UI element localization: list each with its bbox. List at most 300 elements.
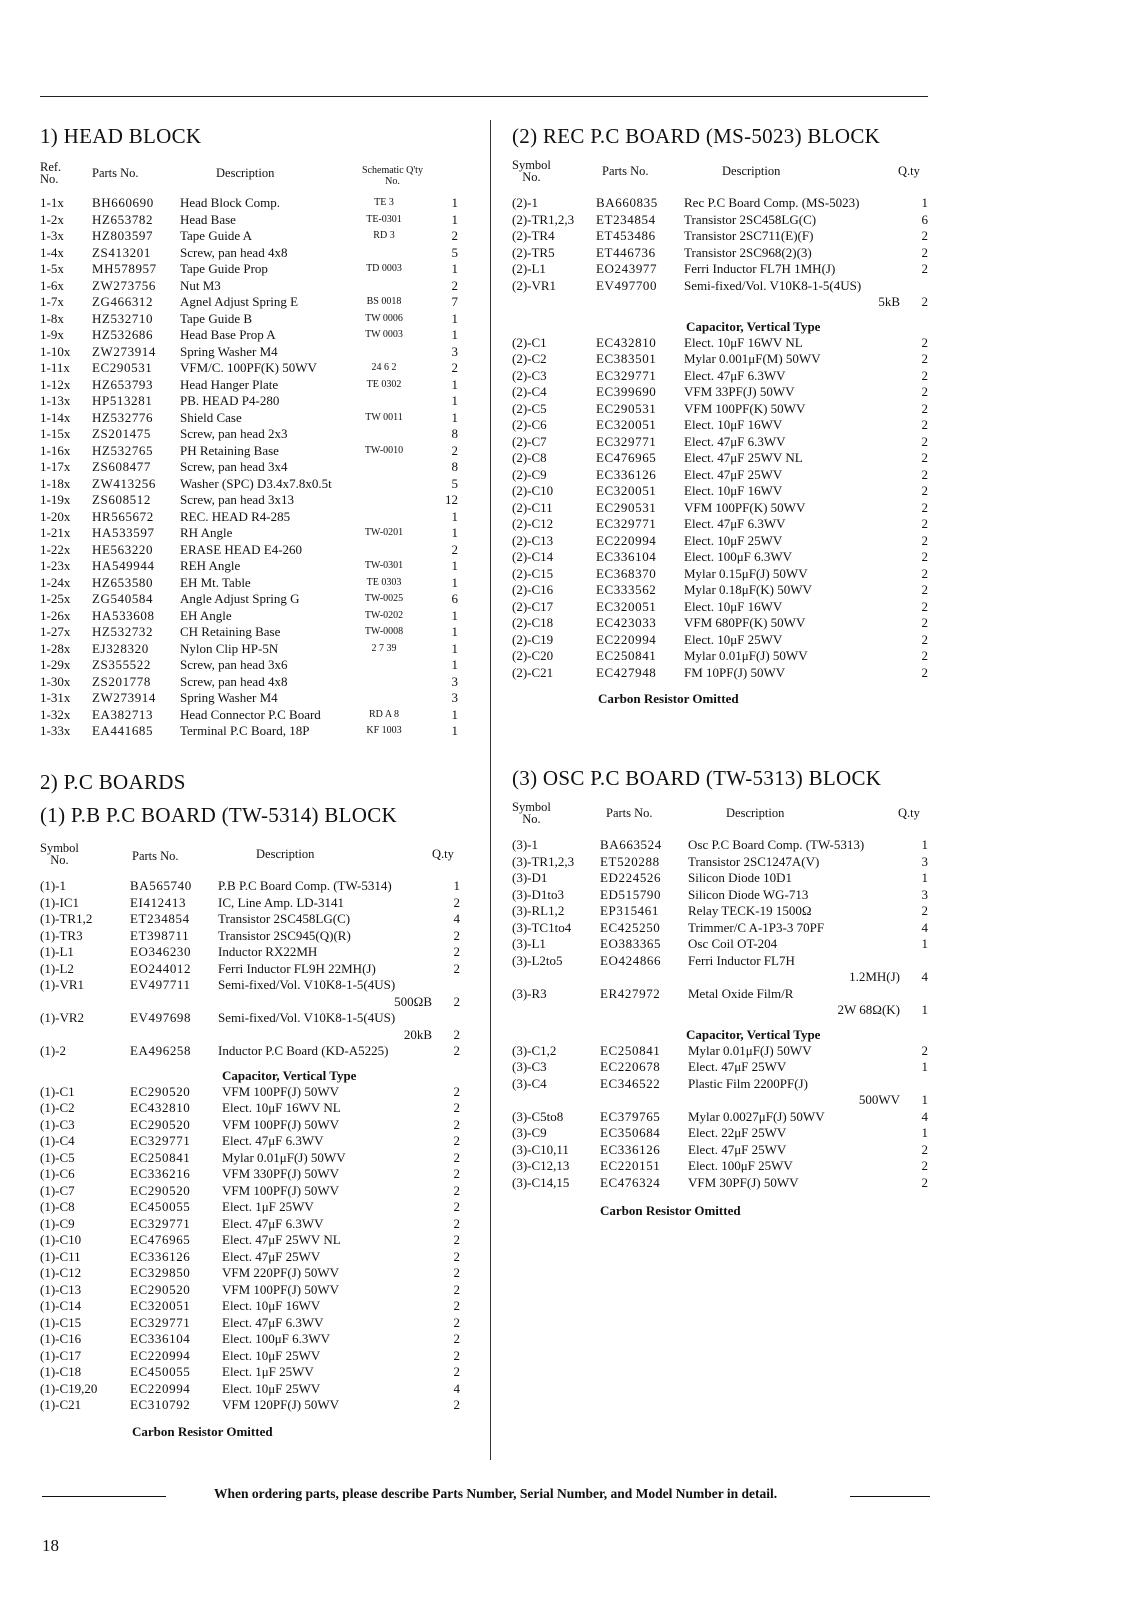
- symbol-no-cell: (1)-C1: [40, 1083, 75, 1099]
- description-cell: VFM 100PF(J) 50WV: [222, 1116, 340, 1132]
- schematic-no-cell: TW-0008: [364, 626, 404, 637]
- symbol-no-cell: (3)-D1to3: [512, 886, 564, 902]
- parts-no-cell: EC220994: [596, 532, 657, 548]
- description-cell: Elect. 47μF 6.3WV: [684, 367, 786, 383]
- pb-capacitor-rows: [40, 1084, 470, 1414]
- symbol-no-cell: (1)-2: [40, 1043, 66, 1058]
- qty-cell: 1: [451, 376, 458, 392]
- qty-cell: 2: [921, 261, 928, 276]
- symbol-no-cell: (3)-C9: [512, 1125, 547, 1140]
- description-cell: Head Block Comp.: [180, 195, 281, 210]
- parts-no-cell: EC329771: [596, 367, 657, 383]
- qty-cell: 2: [921, 582, 928, 597]
- symbol-no-cell: (2)-TR5: [512, 244, 555, 260]
- qty-cell: 2: [453, 1265, 460, 1280]
- parts-no-cell: HP513281: [92, 393, 153, 408]
- table-row: [512, 401, 932, 418]
- parts-no-cell: EC476965: [130, 1232, 191, 1247]
- rec-capacitor-rows: [512, 335, 932, 682]
- symbol-no-cell: (2)-C18: [512, 615, 554, 630]
- parts-no-cell: ZS201475: [92, 426, 151, 441]
- symbol-no-cell: (3)-C14,15: [512, 1174, 570, 1190]
- description-cell: Screw, pan head 3x13: [180, 492, 294, 507]
- table-row: [40, 707, 470, 724]
- qty-cell: 2: [453, 1232, 460, 1247]
- ref-no-cell: 1-23x: [40, 558, 71, 573]
- description-cell: Elect. 22μF 25WV: [688, 1125, 787, 1140]
- parts-no-cell: BH660690: [92, 195, 154, 210]
- table-row: [512, 599, 932, 616]
- qty-cell: 1: [451, 657, 458, 672]
- qty-cell: 1: [921, 837, 928, 852]
- description-cell: Head Hanger Plate: [180, 376, 279, 392]
- description-cell: Angle Adjust Spring G: [180, 591, 300, 606]
- description-cell: Head Connector P.C Board: [180, 706, 321, 722]
- symbol-no-cell: (2)-1: [512, 195, 538, 210]
- description-cell: Nut M3: [180, 277, 221, 293]
- parts-no-cell: EC329771: [596, 433, 657, 449]
- description-cell: EH Mt. Table: [180, 574, 251, 590]
- parts-no-cell: ET398711: [130, 927, 190, 943]
- table-row: [512, 582, 932, 599]
- parts-no-cell: HZ803597: [92, 228, 154, 243]
- symbol-no-cell: (2)-C1: [512, 334, 547, 350]
- table-row: [40, 1216, 470, 1233]
- schematic-no-cell: TW-0301: [364, 560, 404, 571]
- header-description: Description: [726, 806, 785, 820]
- osc-board-title: (3) OSC P.C BOARD (TW-5313) BLOCK: [512, 766, 882, 790]
- qty-cell: 1: [451, 409, 458, 425]
- symbol-no-cell: (2)-C17: [512, 598, 554, 614]
- table-row: [40, 443, 470, 460]
- table-row: [512, 1175, 932, 1192]
- parts-no-cell: HE563220: [92, 541, 154, 557]
- head-block-section: [40, 124, 470, 740]
- table-row: [512, 969, 932, 986]
- description-cell: Elect. 10μF 16WV: [684, 417, 783, 432]
- parts-no-cell: EC220994: [596, 631, 657, 647]
- parts-no-cell: HA533608: [92, 607, 155, 623]
- table-row: [512, 533, 932, 550]
- parts-no-cell: BA565740: [130, 878, 192, 893]
- qty-cell: 1: [451, 310, 458, 326]
- schematic-no-cell: RD A 8: [368, 708, 399, 720]
- qty-cell: 1: [451, 706, 458, 722]
- symbol-no-cell: (1)-C17: [40, 1347, 82, 1363]
- pb-board-header: [40, 842, 470, 878]
- parts-no-cell: EC346522: [600, 1075, 661, 1091]
- description-continuation-cell: 5kB: [878, 294, 900, 309]
- description-cell: EH Angle: [180, 607, 232, 623]
- qty-cell: 1: [921, 195, 928, 210]
- parts-no-cell: EC336104: [596, 549, 657, 564]
- symbol-no-cell: (1)-C10: [40, 1232, 82, 1247]
- parts-no-cell: EC310792: [130, 1397, 191, 1412]
- footer-rule-right: [850, 1496, 930, 1497]
- parts-no-cell: EC329850: [130, 1265, 191, 1280]
- parts-no-cell: EO346230: [130, 944, 192, 959]
- schematic-no-cell: TW-0202: [364, 609, 404, 621]
- top-rule: [40, 96, 928, 97]
- description-cell: Mylar 0.01μF(J) 50WV: [684, 648, 808, 663]
- description-cell: Silicon Diode 10D1: [688, 870, 792, 885]
- table-row: [40, 1381, 470, 1398]
- table-row: [512, 1092, 932, 1109]
- rec-board-rows: [512, 195, 932, 311]
- table-row: [40, 311, 470, 328]
- qty-cell: 2: [453, 1331, 460, 1346]
- rec-capacitor-heading: Capacitor, Vertical Type: [686, 318, 821, 334]
- description-cell: Elect. 47μF 25WV NL: [222, 1232, 341, 1247]
- qty-cell: 2: [921, 664, 928, 680]
- symbol-no-cell: (1)-C7: [40, 1182, 75, 1198]
- schematic-no-cell: TW-0201: [364, 527, 404, 538]
- qty-cell: 2: [921, 499, 928, 515]
- parts-no-cell: ZW413256: [92, 475, 157, 491]
- head-block-title: 1) HEAD BLOCK: [40, 124, 202, 148]
- description-cell: Agnel Adjust Spring E: [180, 294, 299, 309]
- description-cell: Ferri Inductor FL9H 22MH(J): [218, 960, 376, 976]
- parts-no-cell: EO244012: [130, 960, 192, 976]
- ref-no-cell: 1-6x: [40, 277, 64, 293]
- description-cell: Elect. 100μF 6.3WV: [684, 549, 793, 564]
- symbol-no-cell: (2)-C20: [512, 648, 554, 663]
- parts-no-cell: EC368370: [596, 565, 657, 581]
- table-row: [40, 228, 470, 245]
- symbol-no-cell: (2)-TR1,2,3: [512, 211, 575, 227]
- qty-cell: 2: [453, 1347, 460, 1363]
- description-cell: Mylar 0.15μF(J) 50WV: [684, 565, 808, 581]
- symbol-no-cell: (3)-RL1,2: [512, 903, 565, 918]
- parts-no-cell: ER427972: [600, 985, 661, 1001]
- description-continuation-cell: 1.2MH(J): [849, 969, 900, 984]
- qty-cell: 2: [453, 1248, 460, 1264]
- parts-no-cell: EC432810: [130, 1100, 191, 1115]
- qty-cell: 2: [921, 1141, 928, 1157]
- table-row: [40, 1010, 470, 1027]
- ref-no-cell: 1-16x: [40, 442, 71, 458]
- table-row: [40, 294, 470, 311]
- qty-cell: 3: [921, 886, 928, 902]
- qty-cell: 8: [451, 459, 458, 474]
- description-cell: Transistor 2SC458LG(C): [218, 911, 351, 926]
- ordering-footer: [42, 1486, 930, 1506]
- table-row: [512, 549, 932, 566]
- table-row: [512, 368, 932, 385]
- table-row: [512, 228, 932, 245]
- osc-board-rows: [512, 837, 932, 1019]
- symbol-no-cell: (1)-C9: [40, 1215, 75, 1231]
- symbol-no-cell: (1)-C16: [40, 1331, 82, 1346]
- symbol-no-cell: (1)-C19,20: [40, 1380, 98, 1396]
- qty-cell: 2: [453, 1314, 460, 1330]
- parts-no-cell: HZ532732: [92, 624, 154, 639]
- ref-no-cell: 1-5x: [40, 261, 64, 276]
- qty-cell: 5: [451, 475, 458, 491]
- qty-cell: 2: [921, 351, 928, 366]
- schematic-no-cell: KF 1003: [366, 725, 402, 736]
- symbol-no-cell: (1)-C18: [40, 1364, 82, 1379]
- qty-cell: 2: [921, 516, 928, 531]
- ref-no-cell: 1-25x: [40, 591, 71, 606]
- symbol-no-cell: (3)-R3: [512, 985, 547, 1001]
- table-row: [40, 492, 470, 509]
- symbol-no-cell: (1)-C4: [40, 1133, 75, 1148]
- symbol-no-cell: (2)-C2: [512, 351, 547, 366]
- description-cell: Metal Oxide Film/R: [688, 985, 794, 1001]
- table-row: [40, 476, 470, 493]
- ref-no-cell: 1-30x: [40, 673, 71, 689]
- parts-no-cell: EC220994: [130, 1380, 191, 1396]
- pb-board-title: (1) P.B P.C BOARD (TW-5314) BLOCK: [40, 803, 398, 827]
- table-row: [512, 351, 932, 368]
- description-cell: Transistor 2SC968(2)(3): [684, 244, 812, 260]
- description-cell: Transistor 2SC945(Q)(R): [218, 927, 351, 943]
- rec-board-header: [512, 159, 932, 195]
- parts-no-cell: ZW273914: [92, 690, 157, 705]
- description-cell: Head Base Prop A: [180, 327, 276, 342]
- table-row: [40, 558, 470, 575]
- parts-no-cell: ZG466312: [92, 294, 154, 309]
- qty-cell: 2: [453, 1281, 460, 1297]
- parts-no-cell: EC476965: [596, 450, 657, 465]
- table-row: [512, 1125, 932, 1142]
- qty-cell: 2: [453, 1298, 460, 1313]
- parts-no-cell: EC329771: [596, 516, 657, 531]
- table-row: [40, 1282, 470, 1299]
- parts-no-cell: EC329771: [130, 1133, 191, 1148]
- qty-cell: 2: [451, 360, 458, 375]
- qty-cell: 3: [451, 673, 458, 689]
- symbol-no-cell: (1)-VR1: [40, 977, 85, 992]
- description-cell: Elect. 47μF 6.3WV: [222, 1314, 324, 1330]
- description-cell: VFM 100PF(J) 50WV: [222, 1281, 340, 1297]
- header-qty: Q.ty: [898, 164, 920, 178]
- header-description: Description: [722, 164, 781, 178]
- symbol-no-cell: (3)-1: [512, 837, 538, 852]
- qty-cell: 2: [453, 1215, 460, 1231]
- qty-cell: 2: [921, 549, 928, 564]
- symbol-no-cell: (2)-C6: [512, 417, 547, 432]
- header-description: Description: [256, 847, 315, 861]
- table-row: [512, 1142, 932, 1159]
- description-cell: Ferri Inductor FL7H: [688, 952, 795, 968]
- osc-board-section: [512, 766, 932, 1219]
- qty-cell: 2: [921, 367, 928, 383]
- qty-cell: 3: [451, 690, 458, 705]
- description-cell: VFM 30PF(J) 50WV: [688, 1174, 799, 1190]
- parts-no-cell: EC320051: [130, 1298, 191, 1313]
- symbol-no-cell: (2)-C3: [512, 367, 547, 383]
- symbol-no-cell: (2)-C13: [512, 532, 554, 548]
- pb-carbon-resistor-note: Carbon Resistor Omitted: [132, 1423, 273, 1439]
- symbol-no-cell: (1)-C11: [40, 1248, 81, 1264]
- symbol-no-cell: (1)-L1: [40, 944, 74, 959]
- description-cell: Screw, pan head 3x6: [180, 657, 288, 672]
- parts-no-cell: EJ328320: [92, 640, 149, 656]
- parts-no-cell: EC220151: [600, 1158, 661, 1173]
- parts-no-cell: EC333562: [596, 582, 657, 597]
- parts-no-cell: ZS413201: [92, 244, 151, 260]
- qty-cell: 1: [921, 1002, 928, 1017]
- qty-cell: 2: [453, 1182, 460, 1198]
- description-cell: Elect. 10μF 25WV: [222, 1380, 321, 1396]
- table-row: [40, 212, 470, 229]
- schematic-no-cell: BS 0018: [366, 296, 402, 307]
- table-row: [512, 384, 932, 401]
- schematic-no-cell: TW 0003: [365, 329, 403, 340]
- description-continuation-cell: 500ΩB: [394, 993, 432, 1009]
- description-cell: Tape Guide Prop: [180, 261, 268, 276]
- table-row: [40, 410, 470, 427]
- table-row: [512, 632, 932, 649]
- table-row: [40, 542, 470, 559]
- qty-cell: 8: [451, 426, 458, 441]
- table-row: [512, 648, 932, 665]
- table-row: [40, 1100, 470, 1117]
- table-row: [512, 1109, 932, 1126]
- header-ref-no: Ref. No.: [40, 160, 62, 186]
- qty-cell: 2: [921, 400, 928, 416]
- table-row: [512, 195, 932, 212]
- symbol-no-cell: (1)-C12: [40, 1265, 82, 1280]
- qty-cell: 1: [921, 870, 928, 885]
- table-row: [512, 278, 932, 295]
- qty-cell: 2: [921, 384, 928, 399]
- parts-no-cell: HZ653580: [92, 574, 154, 590]
- osc-board-header: [512, 801, 932, 837]
- table-row: [512, 615, 932, 632]
- parts-no-cell: EC450055: [130, 1364, 191, 1379]
- description-cell: Elect. 10μF 16WV: [222, 1298, 321, 1313]
- table-row: [40, 994, 470, 1011]
- qty-cell: 2: [921, 1174, 928, 1190]
- table-row: [40, 426, 470, 443]
- description-cell: REC. HEAD R4-285: [180, 508, 291, 524]
- description-cell: VFM 100PF(K) 50WV: [684, 400, 806, 416]
- description-cell: Transistor 2SC1247A(V): [688, 853, 820, 869]
- ref-no-cell: 1-15x: [40, 426, 71, 441]
- qty-cell: 2: [921, 903, 928, 918]
- description-cell: Shield Case: [180, 409, 242, 425]
- schematic-no-cell: TW-0025: [364, 593, 404, 604]
- qty-cell: 6: [451, 591, 458, 606]
- table-row: [40, 1315, 470, 1332]
- parts-no-cell: HA549944: [92, 558, 155, 573]
- schematic-no-cell: TW-0010: [364, 444, 404, 456]
- symbol-no-cell: (1)-C14: [40, 1298, 82, 1313]
- qty-cell: 2: [451, 228, 458, 243]
- qty-cell: 4: [921, 969, 928, 984]
- qty-cell: 2: [453, 1149, 460, 1165]
- description-cell: PB. HEAD P4-280: [180, 393, 280, 408]
- symbol-no-cell: (2)-C21: [512, 664, 554, 680]
- table-row: [512, 887, 932, 904]
- table-row: [40, 1298, 470, 1315]
- description-cell: Relay TECK-19 1500Ω: [688, 903, 812, 918]
- parts-no-cell: ET520288: [600, 853, 660, 869]
- qty-cell: 1: [451, 558, 458, 573]
- description-cell: ERASE HEAD E4-260: [180, 541, 303, 557]
- parts-no-cell: EA382713: [92, 706, 154, 722]
- table-row: [512, 212, 932, 229]
- table-row: [40, 977, 470, 994]
- ref-no-cell: 1-19x: [40, 492, 71, 507]
- qty-cell: 1: [453, 878, 460, 893]
- qty-cell: 2: [921, 244, 928, 260]
- column-divider: [490, 120, 491, 1460]
- qty-cell: 2: [451, 277, 458, 293]
- parts-no-cell: HZ653782: [92, 211, 154, 227]
- qty-cell: 1: [451, 525, 458, 540]
- qty-cell: 2: [453, 993, 460, 1009]
- parts-no-cell: EC336126: [130, 1248, 191, 1264]
- description-cell: CH Retaining Base: [180, 624, 281, 639]
- symbol-no-cell: (2)-C5: [512, 400, 547, 416]
- ref-no-cell: 1-8x: [40, 310, 64, 326]
- qty-cell: 3: [921, 853, 928, 869]
- parts-no-cell: ED515790: [600, 886, 662, 902]
- qty-cell: 2: [453, 1026, 460, 1042]
- description-cell: Mylar 0.01μF(J) 50WV: [688, 1042, 812, 1058]
- header-qty: Q.ty: [432, 847, 454, 861]
- qty-cell: 2: [453, 1083, 460, 1099]
- qty-cell: 5: [451, 244, 458, 260]
- description-cell: Elect. 47μF 6.3WV: [684, 516, 786, 531]
- parts-no-cell: EC290520: [130, 1182, 191, 1198]
- table-row: [40, 624, 470, 641]
- table-row: [512, 854, 932, 871]
- description-cell: VFM 100PF(K) 50WV: [684, 499, 806, 515]
- qty-cell: 2: [921, 417, 928, 432]
- qty-cell: 2: [921, 631, 928, 647]
- parts-no-cell: ZS608477: [92, 459, 151, 474]
- header-description: Description: [216, 166, 275, 180]
- description-cell: Semi-fixed/Vol. V10K8-1-5(4US): [218, 977, 396, 992]
- parts-no-cell: HZ532765: [92, 442, 154, 458]
- parts-no-cell: EC329771: [130, 1314, 191, 1330]
- symbol-no-cell: (1)-TR1,2: [40, 911, 93, 926]
- parts-no-cell: EC290520: [130, 1116, 191, 1132]
- description-cell: Screw, pan head 3x4: [180, 459, 288, 474]
- table-row: [512, 665, 932, 682]
- rec-carbon-resistor-note: Carbon Resistor Omitted: [598, 691, 739, 706]
- table-row: [512, 837, 932, 854]
- ref-no-cell: 1-2x: [40, 211, 64, 227]
- table-row: [40, 1133, 470, 1150]
- ref-no-cell: 1-24x: [40, 574, 71, 590]
- description-cell: Mylar 0.01μF(J) 50WV: [222, 1149, 346, 1165]
- description-cell: Plastic Film 2200PF(J): [688, 1075, 808, 1091]
- symbol-no-cell: (1)-C6: [40, 1166, 75, 1181]
- osc-capacitor-rows: [512, 1043, 932, 1192]
- parts-no-cell: EC250841: [130, 1149, 191, 1165]
- parts-no-cell: EC250841: [600, 1042, 661, 1058]
- description-cell: Semi-fixed/Vol. V10K8-1-5(4US): [684, 277, 862, 293]
- parts-no-cell: ZS608512: [92, 492, 151, 507]
- table-row: [40, 911, 470, 928]
- symbol-no-cell: (2)-C12: [512, 516, 554, 531]
- description-cell: Screw, pan head 4x8: [180, 244, 288, 260]
- table-row: [40, 1199, 470, 1216]
- qty-cell: 1: [451, 723, 458, 738]
- symbol-no-cell: (1)-1: [40, 878, 66, 893]
- qty-cell: 1: [451, 640, 458, 656]
- description-cell: Osc Coil OT-204: [688, 936, 778, 951]
- parts-no-cell: EC350684: [600, 1125, 661, 1140]
- qty-cell: 2: [453, 1100, 460, 1115]
- description-cell: Mylar 0.0027μF(J) 50WV: [688, 1108, 825, 1124]
